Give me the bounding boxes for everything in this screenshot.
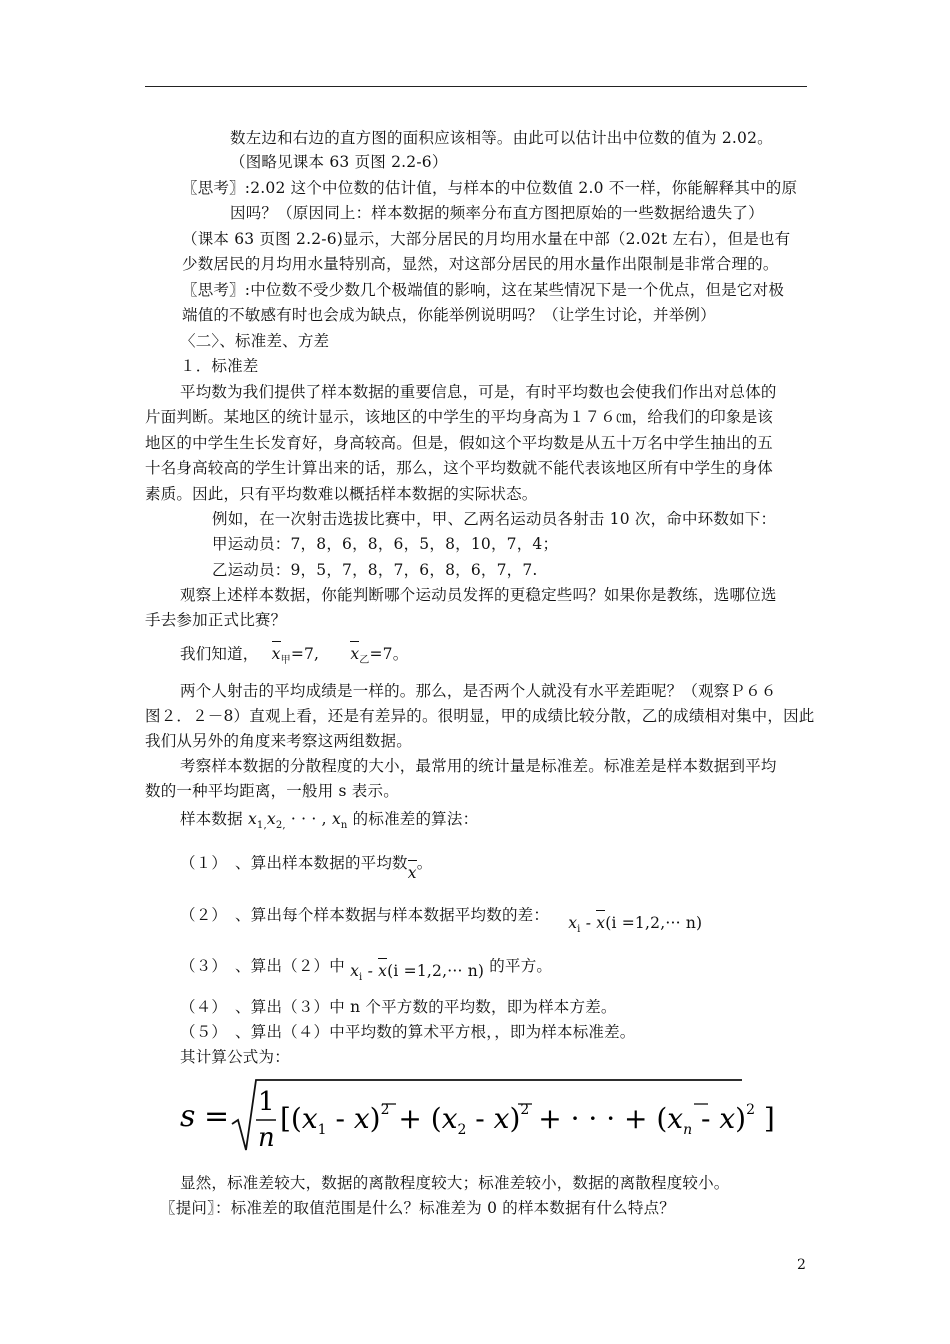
text-line: 平均数为我们提供了样本数据的重要信息，可是，有时平均数也会使我们作出对总体的: [180, 383, 777, 401]
text-line: 因吗？（原因同上：样本数据的频率分布直方图把原始的一些数据给遗失了）: [230, 204, 764, 222]
step-1: （１） 、算出样本数据的平均数x。: [180, 854, 433, 882]
frac-den: n: [258, 1123, 275, 1153]
data-line-jia: 甲运动员：7，8，6，8，6，5，8，10，7，4；: [212, 535, 559, 553]
text-line: 端值的不敏感有时也会成为缺点，你能举例说明吗？（让学生讨论，并举例）: [182, 306, 716, 324]
section-heading: 〈二〉、标准差、方差: [180, 332, 330, 350]
text-line: （图略见课本 63 页图 2.2-6）: [230, 153, 448, 171]
text-line: 例如，在一次射击选拔比赛中，甲、乙两名运动员各射击 10 次，命中环数如下：: [212, 510, 777, 528]
step-5: （５） 、算出（４）中平均数的算术平方根，，即为样本标准差。: [180, 1023, 636, 1041]
text-line: 〖思考〗:2.02 这个中位数的估计值，与样本的中位数值 2.0 不一样，你能解释其中的原: [182, 179, 798, 197]
data-line-yi: 乙运动员：9，5，7，8，7，6，8，6，7，7.: [212, 561, 538, 579]
text-line: （课本 63 页图 2.2-6)显示，大部分居民的月均用水量在中部（2.02t 左右），但是也有: [182, 230, 791, 248]
text-line: 数的一种平均距离，一般用 s 表示。: [145, 782, 399, 800]
text-line: [180, 643, 408, 672]
formula-body: [$(x_1 - x)^2 + (x_2 - x)^2$ + · · · + $(x_n - x)^2$ ]: [280, 1102, 775, 1138]
subsection-heading: １．标准差: [180, 357, 259, 375]
step-4: （４） 、算出（３）中 n 个平方数的平均数，即为样本方差。: [180, 998, 617, 1016]
text-line: 观察上述样本数据，你能判断哪个运动员发挥的更稳定些吗？如果你是教练，选哪位选: [180, 586, 777, 604]
text-line: 十名身高较高的学生计算出来的话，那么，这个平均数就不能代表该地区所有中学生的身体: [145, 459, 774, 477]
text-line: 考察样本数据的分散程度的大小，最常用的统计量是标准差。标准差是样本数据到平均: [180, 757, 777, 775]
text-line: 数左边和右边的直方图的面积应该相等。由此可以估计出中位数的值为 2.02。: [230, 129, 773, 147]
step-2: （２） 、算出每个样本数据与样本数据平均数的差： $x_i - x(i =1,2,\cdot\cdot\cdot n)$: [180, 906, 703, 935]
std-dev-formula-svg: [180, 1078, 775, 1158]
header-rule: [145, 86, 807, 87]
mean-jia: $x_甲=7$,: [271, 645, 320, 666]
text-line: 少数居民的月均用水量特别高，显然，对这部分居民的用水量作出限制是非常合理的。: [182, 255, 779, 273]
text-line: 两个人射击的平均成绩是一样的。那么，是否两个人就没有水平差距呢？（观察Ｐ６６: [180, 682, 777, 700]
text-line: 〖思考〗:中位数不受少数几个极端值的影响，这在某些情况下是一个优点，但是它对极: [182, 281, 785, 299]
text-line: 手去参加正式比赛？: [145, 611, 287, 629]
step-3: （３） 、算出（２）中 $x_i - x(i =1,2,\cdot\cdot\cdot n)$ 的平方。: [180, 957, 553, 983]
formula-eq: =: [204, 1099, 230, 1134]
std-dev-formula: [180, 1078, 775, 1158]
formula-s: s: [180, 1099, 196, 1134]
question-line: 〖提问〗：标准差的取值范围是什么？标准差为 0 的样本数据有什么特点？: [160, 1199, 675, 1217]
page-number: 2: [797, 1257, 806, 1273]
text-line: 素质。因此，只有平均数难以概括样本数据的实际状态。: [145, 485, 538, 503]
text-line: 样本数据 $x_{1,}x_{2,}$ · · · , $x_n$ 的标准差的算法：: [180, 810, 479, 831]
text-line: 我们从另外的角度来考察这两组数据。: [145, 732, 412, 750]
frac-num: 1: [258, 1087, 275, 1117]
sample-data-notation: $x_{1,}x_{2,}$ · · · , $x_n$: [247, 810, 348, 831]
text-line: 地区的中学生生长发育好，身高较高。但是，假如这个平均数是从五十万名中学生抽出的五: [145, 434, 774, 452]
text-line: 图２．２－8）直观上看，还是有差异的。很明显，甲的成绩比较分散，乙的成绩相对集中，因此: [145, 707, 815, 725]
we-know-label: 我们知道，: [180, 645, 259, 663]
text-line: 显然，标准差较大，数据的离散程度较大；标准差较小，数据的离散程度较小。: [180, 1174, 730, 1192]
text-line: 片面判断。某地区的统计显示，该地区的中学生的平均身高为１７６㎝，给我们的印象是该: [145, 408, 774, 426]
mean-yi: $x_乙=7$。: [350, 645, 409, 666]
formula-intro: 其计算公式为：: [180, 1048, 290, 1066]
